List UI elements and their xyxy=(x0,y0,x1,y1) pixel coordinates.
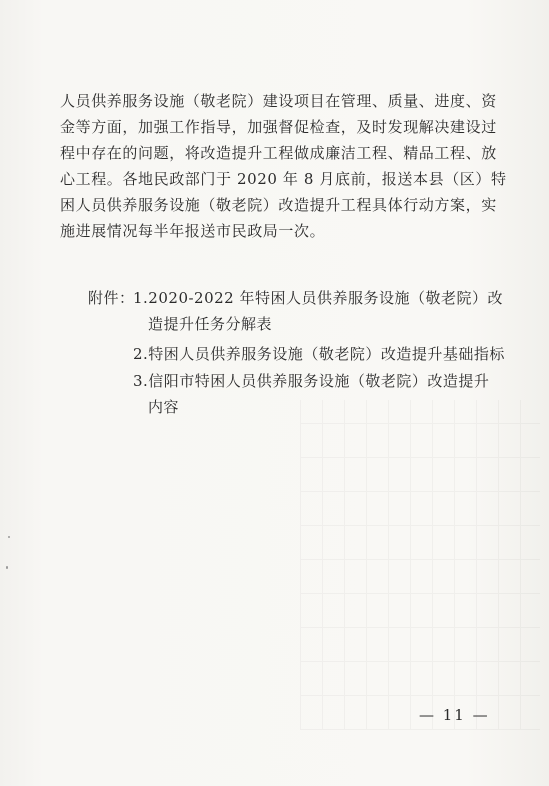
body-line: 施进展情况每半年报送市民政局一次。 xyxy=(60,222,326,240)
body-line: 金等方面，加强工作指导，加强督促检查，及时发现解决建设过 xyxy=(60,118,497,136)
attachment-item-3-line-1: 3.信阳市特困人员供养服务设施（敬老院）改造提升 xyxy=(133,372,490,390)
body-line: 人员供养服务设施（敬老院）建设项目在管理、质量、进度、资 xyxy=(60,92,497,110)
attachment-item-1-line-2: 造提升任务分解表 xyxy=(148,315,273,333)
body-line: 程中存在的问题，将改造提升工程做成廉洁工程、精品工程、放 xyxy=(60,144,497,162)
attachment-item-3-line-2: 内容 xyxy=(148,398,180,416)
reverse-side-show-through xyxy=(300,400,540,730)
body-line: 心工程。各地民政部门于 2020 年 8 月底前，报送本县（区）特 xyxy=(60,170,507,188)
body-line: 困人员供养服务设施（敬老院）改造提升工程具体行动方案，实 xyxy=(60,196,497,214)
page-number: — 11 — xyxy=(419,706,490,724)
scan-speck xyxy=(6,566,8,569)
attachment-item-2-line-1: 2.特困人员供养服务设施（敬老院）改造提升基础指标 xyxy=(133,345,505,363)
attachment-item-1-line-1: 1.2020-2022 年特困人员供养服务设施（敬老院）改 xyxy=(133,289,503,307)
attachments-heading: 附件： xyxy=(88,289,135,307)
scan-speck xyxy=(8,536,10,538)
body-paragraph xyxy=(60,88,507,244)
